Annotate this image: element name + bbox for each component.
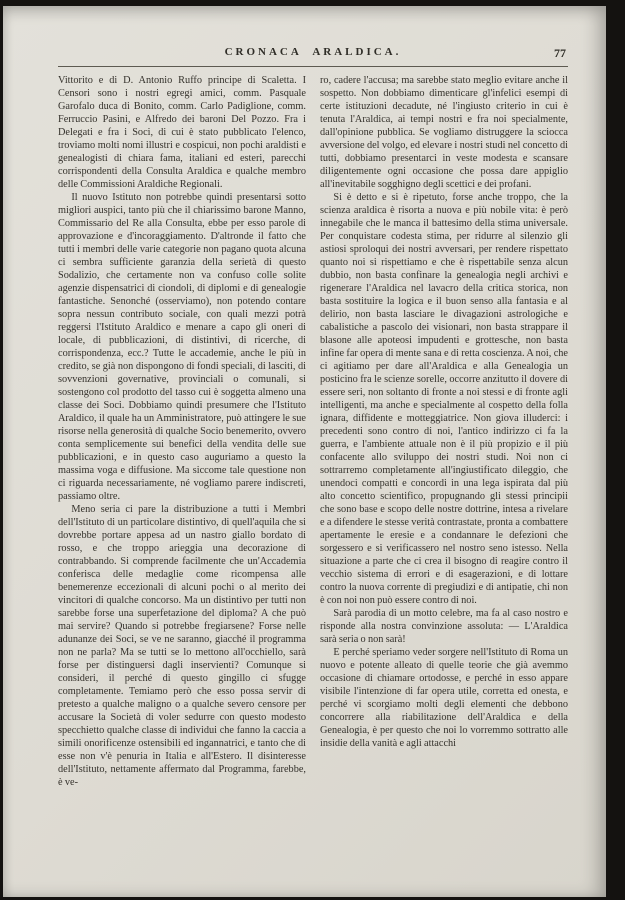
paragraph: Meno seria ci pare la distribuzione a tutti i Membri dell'Istituto di un particolare distintivo, di quell'aquila che si dovrebbe portare appesa ad un nastro giallo bordato di rosso, e che troppo arieggia una decorazione di contrabbando. Si comprende facilmente che un'Accademia conferisca delle medaglie come ricompensa alle benemerenze eccezionali di alcuni pochi o al merito dei vincitori di qualche concorso. Ma un distintivo per tutti non sarebbe forse una superfetazione del diploma? A che può mai servire? Quando si potrebbe fregiarsene? Forse nelle adunanze dei Soci, se ve ne saranno, giacché il programma non ne parla? Ma se tutti se lo mettono all'occhiello, sarà forse per distinguersi dagli inservienti? Comunque si consideri, il perché di questo gingillo ci sfugge completamente. Temiamo però che esso possa servir di pretesto a qualche maligno o a qualche severo censore per accusare la Società di voler sedurre con questo modesto specchietto qualche classe di individui che fanno la caccia a simili onorificenze ostensibili ed ingannatrici, e tanto che di esse non v'è penuria in Italia e all'Estero. Il disinteresse dell'Istituto, nettamente affermato dal Programma, farebbe, è ve- <box>58 504 306 788</box>
paragraph: E perché speriamo veder sorgere nell'Istituto di Roma un nuovo e potente alleato di quelle teorie che già avemmo occasione di chiamare ortodosse, e perché in esso appare visibile l'intenzione di far opera utile, corretta ed onesta, e perché vi scorgiamo molti degli elementi che debbono concorrere alla riabilitazione dell'Araldica e della Genealogia, è per questo che noi lo vorremmo sottratto alle insidie della vanità e agli attacchi <box>320 647 568 749</box>
paragraph: Sarà parodia di un motto celebre, ma fa al caso nostro e risponde alla nostra convinzione assoluta: — L'Araldica sarà seria o non sarà! <box>320 608 568 645</box>
running-head <box>58 46 568 62</box>
paragraph: Si è detto e si è ripetuto, forse anche troppo, che la scienza araldica è risorta a nuova e più nobile vita: è però innegabile che le manca il battesimo della stima universale. Per conquistare codesta stima, per ridurre al silenzio gli astiosi sproloqui dei nostri avversari, per rendere rispettato quanto noi si rispettiamo e che è rispettabile senza alcun dubbio, non basta confinare la genealogia negli archivi e rigenerare l'Araldica nel lavacro della critica storica, non basta sostituire la logica e il buon senso alla fantasia e al delirio, non basta lasciare le divagazioni astrologiche e cabalistiche a pascolo dei visionari, non basta strappare il blasone alle apoteosi impudenti e grottesche, non basta infine far opera di mente sana e di retta coscienza. A noi, che ci agitiamo per dare all'Araldica e alla Genealogia un posticino fra le scienze sorelle, occorre anzitutto il dovere di essere seri, non soltanto di fronte a noi stessi e di fronte agli intelligenti, ma anche e specialmente al cospetto della folla ignara, diffidente e motteggiatrice. Non giova illuderci: i precedenti sono contro di noi, l'antico indirizzo ci fa la guerra, e l'ambiente attuale non è il più propizio e il più confacente allo sviluppo dei nostri studi. Noi non ci sottrarremo completamente all'ingiustificato dileggio, che unendoci compatti e concordi in una lega ispirata dal più alto concetto scientifico, propugnando gli stessi principii che sono base e scopo delle nostre dottrine, intesa a rivelare e a difendere le stesse verità contrastate, pronta a combattere apertamente le eresie e a condannare le defezioni che sorgessero e si verificassero nel nostro seno istesso. Nella situazione a parte che ci crea il bisogno di reagire contro il vecchio sistema di errori e di esagerazioni, e di lottare contro la nuova corrente di pregiudizi e di antipatie, chi non è con noi non può essere contro di noi. <box>320 192 568 606</box>
paragraph: Il nuovo Istituto non potrebbe quindi presentarsi sotto migliori auspici, tanto più che il chiarissimo barone Manno, Commissario del Re alla Consulta, ebbe per esso parole di approvazione e d'incoraggiamento. D'altronde il fatto che tutti i membri delle varie categorie non pagano quota alcuna ci sembra sufficiente garanzia della serietà di questo Sodalizio, che certamente non va confuso colle solite agenzie dispensatrici di ciondoli, di diplomi e di genealogie fantastiche. Senonché (osserviamo), non potendo contare sopra nessun contributo sociale, con quali mezzi potrà reggersi l'Istituto Araldico e menare a capo gli oneri di locale, di pubblicazioni, di distintivi, di ricerche, di corrispondenza, ecc.? Tutte le accademie, anche le più in credito, se già non dispongono di fondi speciali, di lasciti, di sovvenzioni governative, provinciali o comunali, si sostengono col prodotto del tasso cui è soggetta almeno una classe dei Soci. Dobbiamo quindi presumere che l'Istituto Araldico, il quale ha un Amministratore, può attingere le sue risorse nella generosità di qualche Socio benemerito, ovvero conta semplicemente sui benefici della vendita delle sue pubblicazioni, e in questo caso auguriamo a questo la massima voga e diffusione. Ma siccome tale questione non ci riguarda necessariamente, né vogliamo parere indiscreti, passiamo oltre. <box>58 192 306 502</box>
paragraph: Vittorito e di D. Antonio Ruffo principe di Scaletta. I Censori sono i nostri egregi amici, comm. Pasquale Garofalo duca di Bonito, comm. Carlo Padiglione, comm. Ferruccio Pasini, e Alfredo dei baroni Del Pozzo. Fra i Delegati e fra i Soci, di cui è stato pubblicato l'elenco, troviamo molti nomi illustri e cospicui, non pochi araldisti e genealogisti di chiara fama, italiani ed esteri, parecchi corrispondenti della Consulta Araldica e qualche membro delle Commissioni Araldiche Regionali. <box>58 75 306 190</box>
header-rule <box>58 66 568 67</box>
right-column <box>320 74 568 789</box>
left-column <box>58 74 306 789</box>
paper <box>3 6 606 897</box>
paragraph: ro, cadere l'accusa; ma sarebbe stato meglio evitare anche il sospetto. Non dobbiamo dimenticare gl'infelici esempi di certe istituzioni decadute, né l'ingiusto criterio in cui è tenuta l'Araldica, ai tempi nostri e fra noi specialmente, dall'opinione pubblica. Se vogliamo distruggere la sciocca avversione del volgo, ed elevare i nostri studi nel concetto di tutti, dobbiamo presentarci in veste modesta e scansare diligentemente ogni occasione che possa dare appiglio all'inevitabile sogghigno degli scettici e dei profani. <box>320 75 568 190</box>
page-content <box>58 46 568 789</box>
text-columns <box>58 74 568 789</box>
page-number: 77 <box>554 46 566 60</box>
journal-title: CRONACA ARALDICA. <box>224 46 402 58</box>
